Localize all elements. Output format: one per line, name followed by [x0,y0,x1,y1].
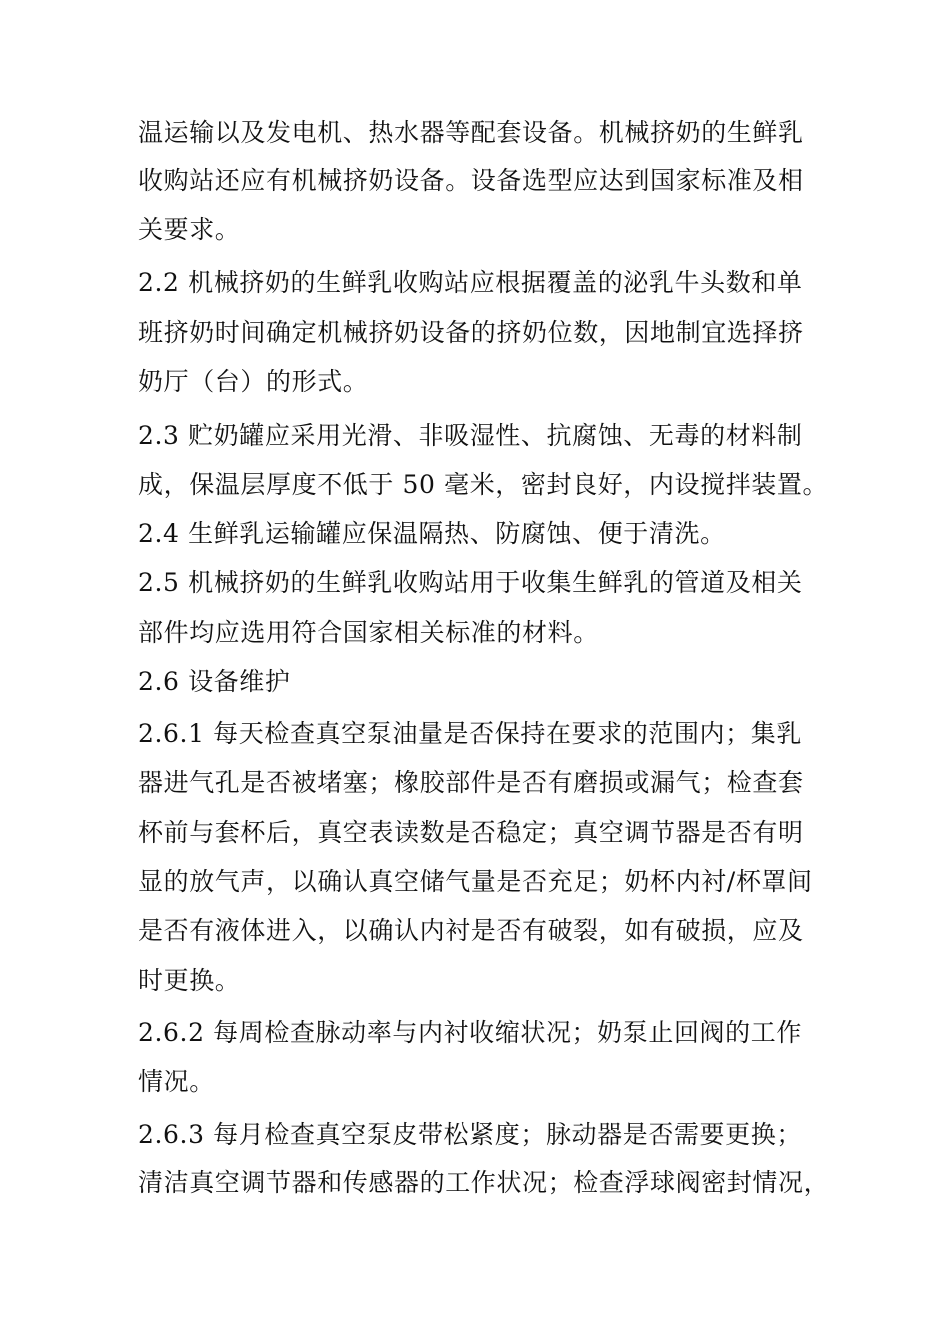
section-2-6-3-line: 2.6.3 每月检查真空泵皮带松紧度；脉动器是否需要更换； [138,1120,802,1149]
text-line: 收购站还应有机械挤奶设备。设备选型应达到国家标准及相 [138,166,804,195]
text-line: 是否有液体进入，以确认内衬是否有破裂，如有破损，应及 [138,916,804,945]
text-line: 班挤奶时间确定机械挤奶设备的挤奶位数，因地制宜选择挤 [138,318,804,347]
text-line: 清洁真空调节器和传感器的工作状况；检查浮球阀密封情况， [138,1168,830,1197]
section-2-6-1-line: 2.6.1 每天检查真空泵油量是否保持在要求的范围内；集乳 [138,719,802,748]
text-line: 部件均应选用符合国家相关标准的材料。 [138,618,599,647]
section-2-6-2-line: 2.6.2 每周检查脉动率与内衬收缩状况；奶泵止回阀的工作 [138,1018,802,1047]
text-line: 情况。 [138,1067,215,1096]
text-line: 关要求。 [138,215,241,244]
text-line: 温运输以及发电机、热水器等配套设备。机械挤奶的生鲜乳 [138,118,804,147]
text-line: 时更换。 [138,966,241,995]
text-line: 显的放气声，以确认真空储气量是否充足；奶杯内衬/杯罩间 [138,867,813,896]
section-2-5-line: 2.5 机械挤奶的生鲜乳收购站用于收集生鲜乳的管道及相关 [138,568,803,597]
text-line: 成，保温层厚度不低于 50 毫米，密封良好，内设搅拌装置。 [138,470,829,499]
section-2-6-heading: 2.6 设备维护 [138,667,291,696]
section-2-2-line: 2.2 机械挤奶的生鲜乳收购站应根据覆盖的泌乳牛头数和单 [138,268,803,297]
text-line: 器进气孔是否被堵塞；橡胶部件是否有磨损或漏气；检查套 [138,768,804,797]
section-2-3-line: 2.3 贮奶罐应采用光滑、非吸湿性、抗腐蚀、无毒的材料制 [138,421,803,450]
section-2-4-line: 2.4 生鲜乳运输罐应保温隔热、防腐蚀、便于清洗。 [138,519,726,548]
text-line: 奶厅（台）的形式。 [138,367,369,396]
text-line: 杯前与套杯后，真空表读数是否稳定；真空调节器是否有明 [138,818,804,847]
